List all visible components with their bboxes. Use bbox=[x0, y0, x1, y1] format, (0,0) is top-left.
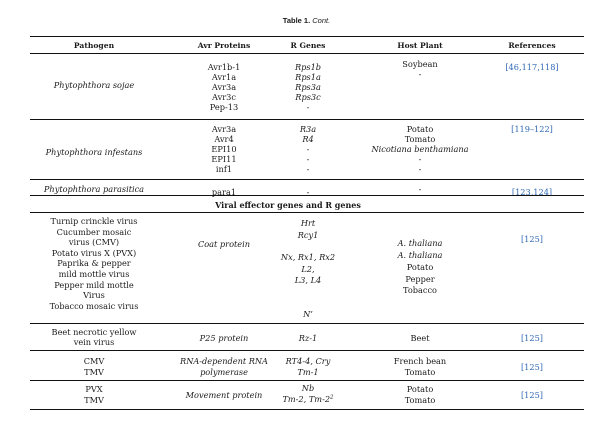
host-plant: - bbox=[418, 154, 422, 165]
r-gene: Rz-1 bbox=[298, 333, 318, 343]
host-plant: Tomato bbox=[404, 395, 436, 405]
avr-protein: Coat protein bbox=[197, 239, 251, 249]
r-gene: Rps3a bbox=[295, 82, 321, 93]
column-header: Host Plant bbox=[397, 41, 443, 50]
row-rule bbox=[30, 119, 584, 120]
pathogen-name: Virus bbox=[83, 290, 105, 301]
pathogen-name: TMV bbox=[84, 395, 104, 405]
column-header: Pathogen bbox=[73, 41, 115, 50]
pathogen-name: mild mottle virus bbox=[58, 269, 130, 279]
r-gene: L2, bbox=[301, 264, 315, 274]
host-plant: - bbox=[418, 164, 422, 175]
host-plant: Nicotiana benthamiana bbox=[371, 144, 469, 155]
host-plant: Potato bbox=[406, 124, 434, 134]
pathogen-name: Phytophthora sojae bbox=[53, 80, 135, 90]
host-plant: Tobacco bbox=[403, 285, 437, 295]
avr-protein: EPI11 bbox=[211, 154, 237, 165]
pathogen-name: Tobacco mosaic virus bbox=[49, 300, 139, 311]
r-gene: - bbox=[306, 164, 310, 175]
reference-link[interactable]: [125] bbox=[520, 234, 544, 244]
avr-protein: Avr4 bbox=[214, 134, 234, 145]
pathogen-name: Phytophthora infestans bbox=[45, 147, 143, 157]
pathogen-name: PVX bbox=[85, 384, 103, 394]
row-rule bbox=[30, 350, 584, 351]
table-bottom-rule bbox=[30, 409, 584, 410]
avr-protein: RNA-dependent RNA bbox=[180, 356, 268, 366]
reference-link[interactable]: [46,117,118] bbox=[505, 62, 559, 72]
r-gene: - bbox=[306, 187, 310, 197]
host-plant: A. thaliana bbox=[397, 250, 443, 260]
column-header: References bbox=[508, 41, 556, 50]
avr-protein: Pep-13 bbox=[209, 102, 239, 113]
r-gene: Nb bbox=[301, 383, 315, 393]
header-bottom-rule bbox=[30, 53, 584, 54]
avr-protein: polymerase bbox=[200, 367, 248, 377]
pathogen-name: Pepper mild mottle bbox=[54, 279, 134, 290]
section-title: Viral effector genes and R genes bbox=[215, 200, 361, 210]
table-caption-text: Cont. bbox=[312, 16, 331, 25]
r-gene: R3a bbox=[299, 124, 317, 134]
avr-protein: Avr3c bbox=[212, 92, 236, 103]
avr-protein: Avr3a bbox=[211, 82, 237, 93]
section-rule bbox=[30, 212, 584, 213]
r-gene-superscript: 2 bbox=[330, 394, 334, 401]
avr-protein: Avr1b-1 bbox=[207, 62, 241, 72]
host-plant: Soybean bbox=[402, 59, 438, 69]
avr-protein: P25 protein bbox=[199, 333, 249, 343]
reference-link[interactable]: [125] bbox=[520, 362, 544, 372]
table-caption-label: Table 1. bbox=[282, 16, 311, 25]
column-header: R Genes bbox=[290, 41, 326, 50]
column-header: Avr Proteins bbox=[197, 41, 251, 50]
r-gene: Hrt bbox=[300, 218, 316, 228]
avr-protein: EPI10 bbox=[211, 144, 237, 155]
host-plant: Beet bbox=[410, 333, 430, 343]
reference-link[interactable]: [125] bbox=[520, 390, 544, 400]
r-gene: RT4-4, Cry bbox=[285, 356, 331, 366]
pathogen-name: Potato virus X (PVX) bbox=[51, 247, 137, 258]
host-plant: Potato bbox=[406, 262, 434, 272]
avr-protein: para1 bbox=[211, 187, 237, 197]
host-plant: French bean bbox=[393, 356, 447, 366]
pathogen-name: Beet necrotic yellow bbox=[51, 327, 137, 337]
table-top-rule bbox=[30, 36, 584, 37]
host-plant: Potato bbox=[406, 384, 434, 394]
pathogen-name: Phytophthora parasitica bbox=[43, 184, 145, 194]
pathogen-name: CMV bbox=[83, 356, 105, 366]
host-plant: Tomato bbox=[404, 367, 436, 377]
r-gene: Rps1a bbox=[295, 72, 321, 83]
r-gene: Tm-1 bbox=[297, 367, 319, 377]
avr-protein: Movement protein bbox=[185, 390, 263, 400]
avr-protein: Avr3a bbox=[211, 124, 237, 134]
pathogen-name: virus (CMV) bbox=[68, 237, 120, 248]
host-plant: A. thaliana bbox=[397, 238, 443, 248]
r-gene: L3, L4 bbox=[294, 275, 322, 285]
reference-link[interactable]: [123,124] bbox=[511, 187, 553, 197]
host-plant: Pepper bbox=[405, 274, 435, 284]
host-plant: - bbox=[418, 184, 422, 194]
r-gene: Tm-2, $Tm-2^2$ bbox=[282, 394, 334, 404]
r-gene: - bbox=[306, 144, 310, 155]
pathogen-name: Turnip crinckle virus bbox=[50, 216, 138, 226]
row-rule bbox=[30, 323, 584, 324]
r-gene: R4 bbox=[302, 134, 314, 145]
row-rule bbox=[30, 195, 584, 196]
table-caption bbox=[0, 16, 613, 25]
r-gene: - bbox=[306, 154, 310, 165]
row-rule bbox=[30, 179, 584, 180]
r-gene: N’ bbox=[303, 309, 313, 319]
r-gene: Rcy1 bbox=[297, 230, 319, 240]
pathogen-name: vein virus bbox=[73, 337, 115, 348]
r-gene: Rps1b bbox=[294, 62, 322, 72]
host-plant: Tomato bbox=[404, 134, 436, 145]
reference-link[interactable]: [119–122] bbox=[511, 124, 553, 134]
avr-protein: inf1 bbox=[215, 164, 233, 175]
r-gene: - bbox=[306, 102, 310, 113]
pathogen-name: TMV bbox=[84, 367, 104, 377]
r-gene: Rps3c bbox=[295, 92, 321, 103]
pathogen-name: Cucumber mosaic bbox=[56, 226, 132, 237]
avr-protein: Avr1a bbox=[211, 72, 237, 83]
row-rule bbox=[30, 380, 584, 381]
reference-link[interactable]: [125] bbox=[520, 333, 544, 343]
pathogen-name: Paprika & pepper bbox=[57, 258, 131, 269]
host-plant: - bbox=[418, 69, 422, 80]
r-gene: Nx, Rx1, Rx2 bbox=[280, 252, 336, 262]
